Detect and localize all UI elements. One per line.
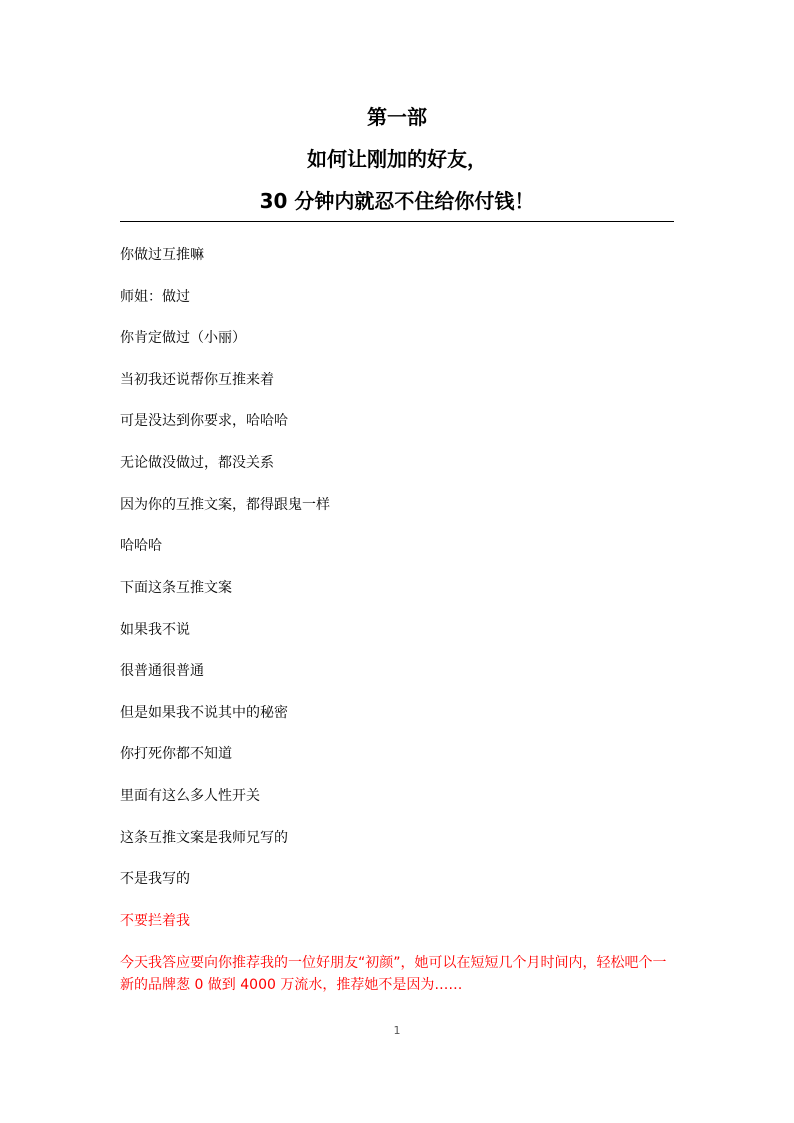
title-line-2: 30 分钟内就忍不住给你付钱！ — [259, 189, 535, 213]
text-line: 很普通很普通 — [120, 663, 204, 679]
text-line: 当初我还说帮你互推来着 — [120, 372, 274, 388]
title-divider — [120, 221, 674, 222]
text-line: 你肯定做过（小丽） — [120, 330, 246, 346]
red-text-line: 不要拦着我 — [120, 913, 190, 929]
text-line: 哈哈哈 — [120, 538, 162, 554]
text-line: 无论做没做过，都没关系 — [120, 455, 274, 471]
text-line: 因为你的互推文案，都得跟鬼一样 — [120, 497, 330, 513]
page-number: 1 — [393, 1024, 401, 1037]
text-line: 里面有这么多人性开关 — [120, 788, 260, 804]
text-line: 师姐：做过 — [120, 289, 190, 305]
text-line: 你打死你都不知道 — [120, 746, 232, 762]
text-line: 你做过互推嘛 — [120, 247, 204, 263]
text-line: 但是如果我不说其中的秘密 — [120, 705, 288, 721]
part-heading: 第一部 — [367, 105, 427, 129]
text-line: 不是我写的 — [120, 871, 190, 887]
text-line: 如果我不说 — [120, 622, 190, 638]
text-line: 这条互推文案是我师兄写的 — [120, 830, 288, 846]
text-line: 下面这条互推文案 — [120, 580, 232, 596]
text-line: 可是没达到你要求，哈哈哈 — [120, 413, 288, 429]
title-line-1: 如何让刚加的好友， — [307, 147, 487, 171]
red-paragraph: 今天我答应要向你推荐我的一位好朋友“初颜”，她可以在短短几个月时间内，轻松吧个一新的品牌葱 0 做到 4000 万流水，推荐她不是因为…… — [120, 955, 667, 993]
